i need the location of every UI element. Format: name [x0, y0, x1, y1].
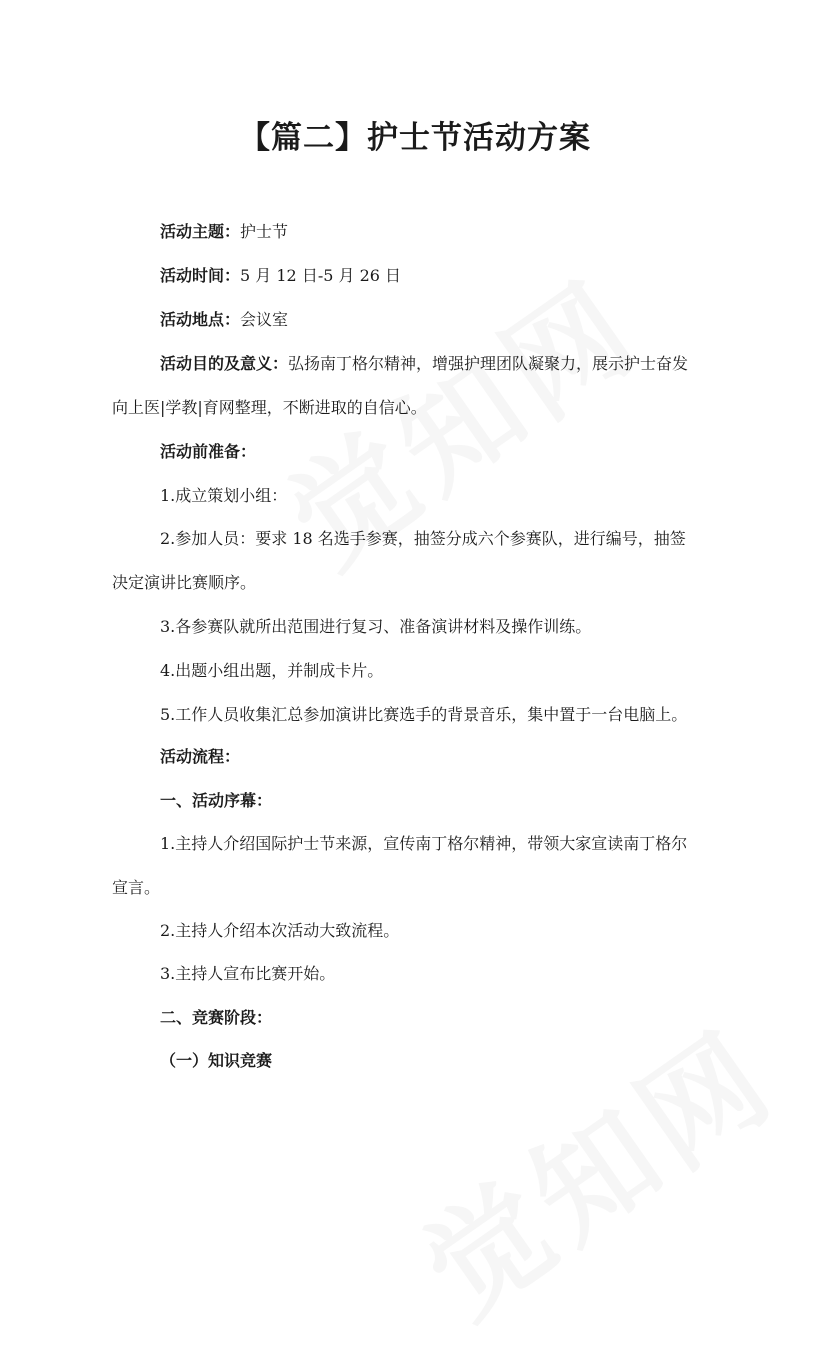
flow-part-1-item-3: 3.主持人宣布比赛开始。 [160, 964, 336, 983]
theme-line [160, 220, 288, 244]
theme-label: 活动主题： [160, 222, 241, 241]
place-line [160, 308, 288, 332]
prep-item-2-line-2: 决定演讲比赛顺序。 [112, 573, 257, 592]
flow-part-1-item-2: 2.主持人介绍本次活动大致流程。 [160, 921, 400, 940]
prep-item-2-line-1: 2.参加人员：要求 18 名选手参赛，抽签分成六个参赛队，进行编号，抽签 [160, 529, 686, 548]
flow-part-1-item-1-line-2: 宣言。 [112, 878, 161, 897]
prep-item-4: 4.出题小组出题，并制成卡片。 [160, 661, 384, 680]
prep-item-3: 3.各参赛队就所出范围进行复习、准备演讲材料及操作训练。 [160, 617, 592, 636]
flow-part-2-heading: 二、竞赛阶段： [160, 1008, 273, 1027]
time-line [160, 264, 401, 288]
purpose-text-1: 弘扬南丁格尔精神，增强护理团队凝聚力，展示护士奋发 [288, 354, 689, 373]
flow-part-1-item-1-line-1: 1.主持人介绍国际护士节来源，宣传南丁格尔精神，带领大家宣读南丁格尔 [160, 834, 688, 853]
time-label: 活动时间： [160, 266, 241, 285]
theme-value: 护士节 [240, 222, 289, 241]
prep-heading: 活动前准备： [160, 442, 257, 461]
prep-item-5: 5.工作人员收集汇总参加演讲比赛选手的背景音乐，集中置于一台电脑上。 [160, 705, 688, 724]
flow-heading: 活动流程： [160, 747, 241, 766]
place-value: 会议室 [240, 310, 289, 329]
purpose-label: 活动目的及意义： [160, 354, 289, 373]
prep-item-1: 1.成立策划小组： [160, 486, 288, 505]
document-title: 【篇二】护士节活动方案 [239, 120, 591, 156]
watermark [386, 984, 804, 1348]
flow-sub-1-heading: （一）知识竞赛 [160, 1051, 273, 1070]
flow-part-1-heading: 一、活动序幕： [160, 791, 273, 810]
time-value: 5 月 12 日-5 月 26 日 [240, 266, 402, 285]
purpose-line-1 [160, 352, 688, 376]
place-label: 活动地点： [160, 310, 241, 329]
purpose-line-2: 向上医|学教|育网整理，不断进取的自信心。 [112, 398, 427, 417]
